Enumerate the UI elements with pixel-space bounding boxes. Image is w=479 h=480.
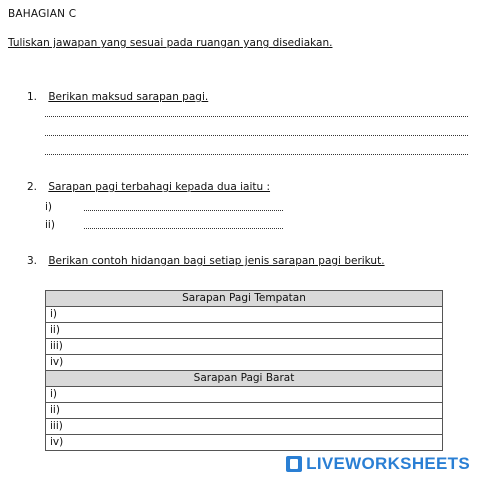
table-row <box>46 339 443 355</box>
table-row <box>46 435 443 451</box>
question-2 <box>27 181 270 193</box>
table-section-header: Sarapan Pagi Tempatan <box>46 291 443 307</box>
table-cell[interactable]: iii) <box>46 419 443 435</box>
part-label-i: i) <box>45 201 53 213</box>
answer-line-2i[interactable] <box>84 210 283 211</box>
part-label-ii: ii) <box>45 219 55 231</box>
table-header-row <box>46 371 443 387</box>
table-row <box>46 307 443 323</box>
question-1 <box>27 91 208 103</box>
table-cell[interactable]: ii) <box>46 403 443 419</box>
answer-table <box>45 290 443 451</box>
table-cell[interactable]: iv) <box>46 355 443 371</box>
question-number: 3. <box>27 255 38 267</box>
table-header-row <box>46 291 443 307</box>
answer-line-1b[interactable] <box>45 135 468 136</box>
table-row <box>46 323 443 339</box>
table-cell[interactable]: iii) <box>46 339 443 355</box>
table-row <box>46 355 443 371</box>
table-cell[interactable]: i) <box>46 307 443 323</box>
table-cell[interactable]: i) <box>46 387 443 403</box>
brand-name: LIVEWORKSHEETS <box>306 454 470 473</box>
question-number: 2. <box>27 181 38 193</box>
section-title: BAHAGIAN C <box>8 8 77 20</box>
liveworksheets-logo[interactable] <box>286 454 470 474</box>
table-cell[interactable]: iv) <box>46 435 443 451</box>
answer-line-1a[interactable] <box>45 116 468 117</box>
table-row <box>46 387 443 403</box>
table-row <box>46 403 443 419</box>
instruction-text: Tuliskan jawapan yang sesuai pada ruangan yang disediakan. <box>8 37 333 49</box>
table-cell[interactable]: ii) <box>46 323 443 339</box>
liveworksheets-logo-icon <box>286 456 302 472</box>
question-text: Berikan contoh hidangan bagi setiap jenis sarapan pagi berikut. <box>48 255 385 267</box>
answer-line-1c[interactable] <box>45 154 468 155</box>
question-3 <box>27 255 385 267</box>
answer-line-2ii[interactable] <box>84 228 283 229</box>
table-section-header: Sarapan Pagi Barat <box>46 371 443 387</box>
question-text: Berikan maksud sarapan pagi. <box>48 91 209 103</box>
question-text: Sarapan pagi terbahagi kepada dua iaitu : <box>48 181 271 193</box>
table-row <box>46 419 443 435</box>
question-number: 1. <box>27 91 38 103</box>
